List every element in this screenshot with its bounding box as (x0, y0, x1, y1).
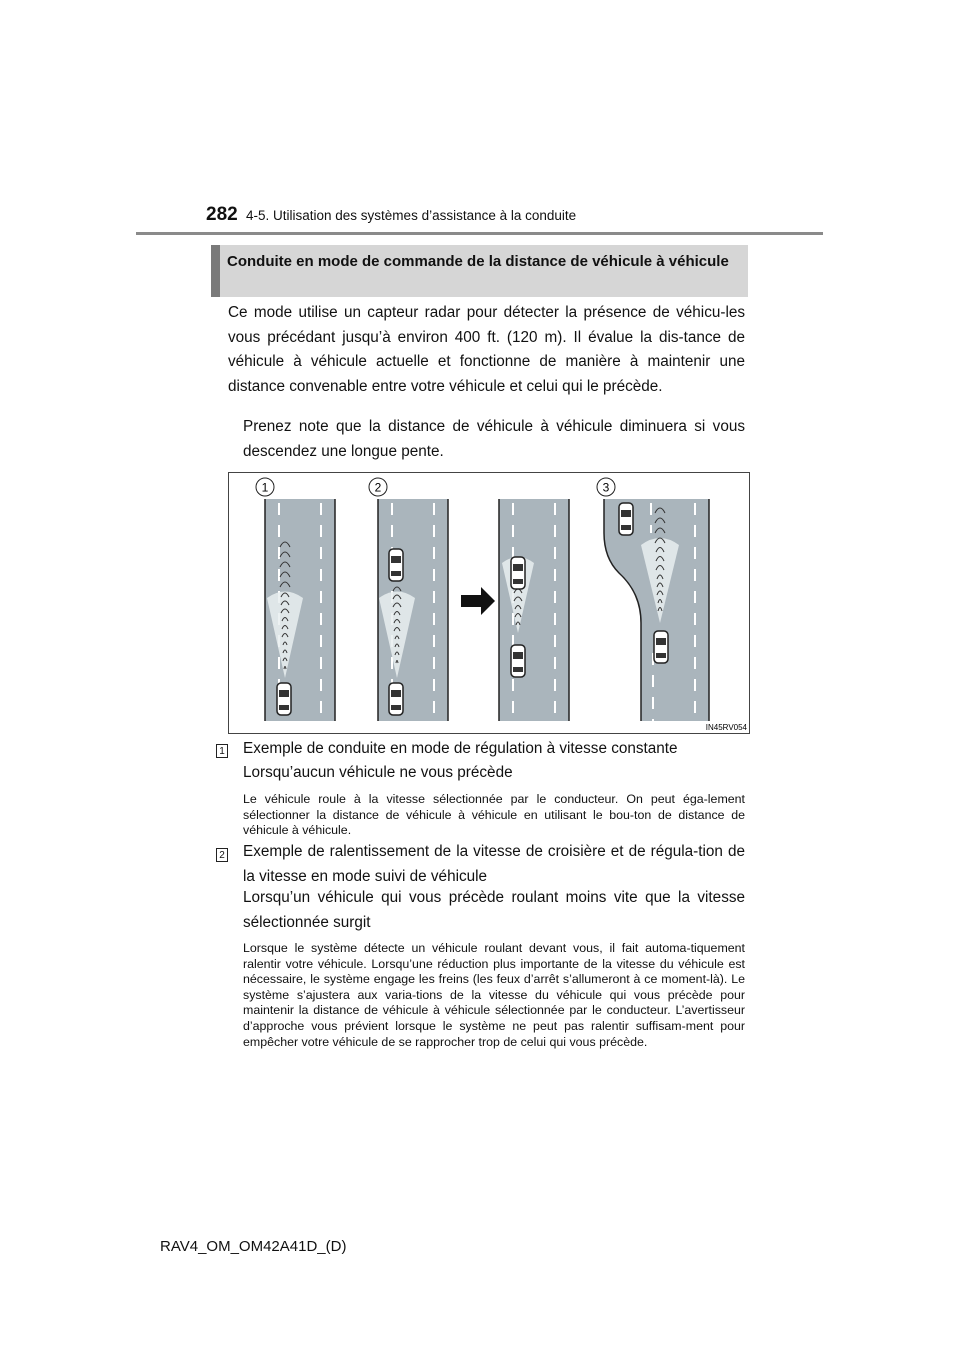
callout-3 (597, 478, 615, 496)
svg-text:2: 2 (374, 480, 382, 495)
car-icon (654, 631, 668, 663)
section-title: Conduite en mode de commande de la distance de véhicule à véhicule (227, 253, 729, 270)
section-heading-accent (211, 245, 220, 297)
road-2 (378, 499, 448, 721)
radar-cruise-illustration (228, 472, 750, 734)
note-paragraph: Prenez note que la distance de véhicule à véhicule diminuera si vous descendez une longue pente. (243, 418, 745, 460)
callout-1 (256, 478, 274, 496)
item-1-detail: Le véhicule roule à la vitesse sélectionnée par le conducteur. On peut éga-lement sélectionner la distance de véhicule à véhicule en utilisant le bou-ton de distance de véhicule à véhicule. (243, 792, 745, 838)
page-number: 282 (206, 204, 238, 225)
car-icon (389, 549, 403, 581)
item-2-subheading: Lorsqu’un véhicule qui vous précède roulant moins vite que la vitesse sélectionnée surgit (243, 889, 745, 931)
road-3 (499, 499, 569, 721)
callout-2 (369, 478, 387, 496)
item-2-detail: Lorsque le système détecte un véhicule roulant devant vous, il fait automa-tiquement ralentir votre véhicule. Lorsqu’une réduction plus importante de la vitesse du véhicule est nécessaire, le système engage les freins (les feux d’arrêt s’allumeront à ce moment-là). Le système s’ajustera aux varia-tions de la vitesse du véhicule qui vous précède pour maintenir la distance de véhicule à véhicule sélectionnée par le conducteur. L’avertisseur d’approche vous prévient lorsque le système ne peut pas ralentir suffisam-ment pour empêcher votre véhicule de se rapprocher trop de celui qui vous précède. (243, 941, 745, 1049)
document-id: RAV4_OM_OM42A41D_(D) (160, 1238, 347, 1255)
car-icon (389, 683, 403, 715)
item-1-marker: 1 (216, 744, 228, 758)
item-2-heading: Exemple de ralentissement de la vitesse de croisière et de régula-tion de la vitesse en mode suivi de véhicule (243, 843, 745, 885)
road-4 (604, 499, 709, 721)
svg-text:3: 3 (602, 480, 610, 495)
car-icon (619, 503, 633, 535)
svg-text:1: 1 (261, 480, 269, 495)
illustration-canvas (229, 473, 749, 733)
road-1 (265, 499, 335, 721)
chapter-title: 4-5. Utilisation des systèmes d’assistance à la conduite (246, 208, 577, 223)
arrow-right-icon (461, 587, 495, 615)
car-icon (511, 645, 525, 677)
item-1-subheading: Lorsqu’aucun véhicule ne vous précède (243, 764, 513, 781)
header-divider (136, 232, 823, 235)
car-icon (511, 557, 525, 589)
intro-paragraph: Ce mode utilise un capteur radar pour détecter la présence de véhicu-les vous précédant jusqu’à environ 400 ft. (120 m). Il évalue la dis-tance de véhicule à véhicule actuelle et fonctionne de manière à maintenir une distance convenable entre votre véhicule et celui qui le précède. (228, 304, 745, 395)
item-2-marker: 2 (216, 848, 228, 862)
car-icon (277, 683, 291, 715)
figure-code: IN45RV054 (705, 723, 747, 732)
item-1-heading: Exemple de conduite en mode de régulation à vitesse constante (243, 740, 678, 757)
